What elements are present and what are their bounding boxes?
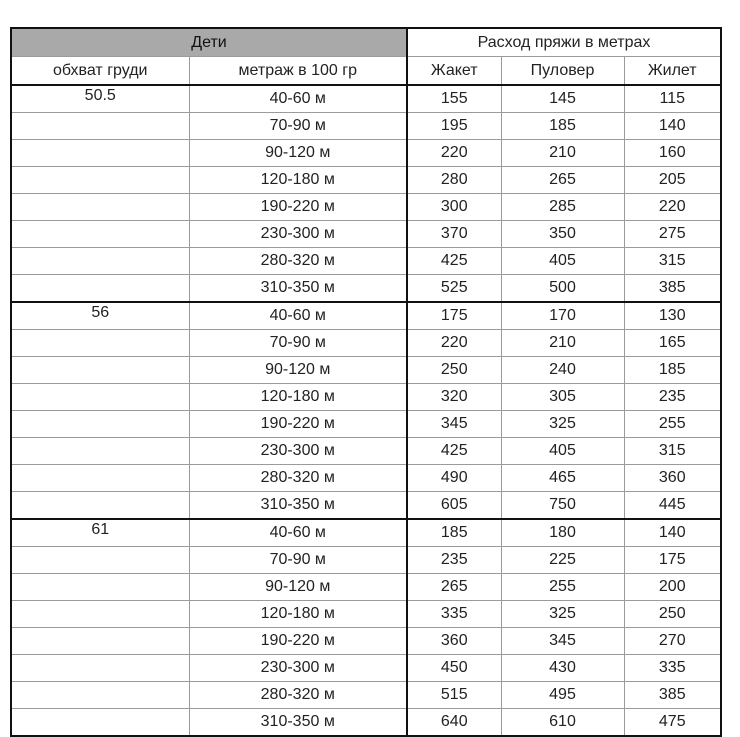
yarn-consumption-table	[10, 27, 722, 737]
jacket-cell: 360	[407, 628, 501, 655]
vest-cell: 140	[624, 113, 721, 140]
jacket-cell: 515	[407, 682, 501, 709]
column-header-vest: Жилет	[624, 57, 721, 86]
chest-size-empty-cell	[11, 221, 189, 248]
table-row	[11, 248, 721, 275]
jacket-cell: 155	[407, 85, 501, 113]
pullover-cell: 345	[501, 628, 624, 655]
jacket-cell: 320	[407, 384, 501, 411]
table-row	[11, 438, 721, 465]
vest-cell: 220	[624, 194, 721, 221]
chest-size-empty-cell	[11, 384, 189, 411]
jacket-cell: 370	[407, 221, 501, 248]
chest-size-empty-cell	[11, 628, 189, 655]
header-row-group	[11, 28, 721, 57]
meterage-cell: 90-120 м	[189, 357, 407, 384]
chest-size-empty-cell	[11, 601, 189, 628]
pullover-cell: 145	[501, 85, 624, 113]
chest-size-empty-cell	[11, 492, 189, 520]
pullover-cell: 500	[501, 275, 624, 303]
chest-size-empty-cell	[11, 574, 189, 601]
table-row	[11, 465, 721, 492]
pullover-cell: 465	[501, 465, 624, 492]
meterage-cell: 280-320 м	[189, 682, 407, 709]
jacket-cell: 605	[407, 492, 501, 520]
chest-size-empty-cell	[11, 140, 189, 167]
group-header-yarn-consumption: Расход пряжи в метрах	[407, 28, 721, 57]
jacket-cell: 265	[407, 574, 501, 601]
jacket-cell: 345	[407, 411, 501, 438]
jacket-cell: 425	[407, 248, 501, 275]
pullover-cell: 495	[501, 682, 624, 709]
group-header-children: Дети	[11, 28, 407, 57]
meterage-cell: 190-220 м	[189, 411, 407, 438]
vest-cell: 275	[624, 221, 721, 248]
meterage-cell: 70-90 м	[189, 113, 407, 140]
chest-size-empty-cell	[11, 547, 189, 574]
table-row	[11, 601, 721, 628]
meterage-cell: 40-60 м	[189, 85, 407, 113]
table-row	[11, 302, 721, 330]
table-row	[11, 330, 721, 357]
meterage-cell: 40-60 м	[189, 519, 407, 547]
chest-size-empty-cell	[11, 113, 189, 140]
vest-cell: 315	[624, 248, 721, 275]
chest-size-empty-cell	[11, 167, 189, 194]
jacket-cell: 250	[407, 357, 501, 384]
pullover-cell: 325	[501, 601, 624, 628]
meterage-cell: 190-220 м	[189, 194, 407, 221]
meterage-cell: 280-320 м	[189, 465, 407, 492]
vest-cell: 115	[624, 85, 721, 113]
vest-cell: 165	[624, 330, 721, 357]
chest-size-empty-cell	[11, 438, 189, 465]
chest-size-value: 50.5	[84, 87, 116, 104]
pullover-cell: 180	[501, 519, 624, 547]
chest-size-value: 61	[91, 521, 110, 538]
jacket-cell: 220	[407, 330, 501, 357]
pullover-cell: 170	[501, 302, 624, 330]
vest-cell: 185	[624, 357, 721, 384]
chest-size-cell	[11, 85, 189, 113]
pullover-cell: 210	[501, 330, 624, 357]
jacket-cell: 175	[407, 302, 501, 330]
vest-cell: 130	[624, 302, 721, 330]
vest-cell: 315	[624, 438, 721, 465]
table-row	[11, 167, 721, 194]
meterage-cell: 230-300 м	[189, 438, 407, 465]
pullover-cell: 255	[501, 574, 624, 601]
chest-size-empty-cell	[11, 682, 189, 709]
meterage-cell: 310-350 м	[189, 275, 407, 303]
vest-cell: 235	[624, 384, 721, 411]
jacket-cell: 300	[407, 194, 501, 221]
pullover-cell: 325	[501, 411, 624, 438]
table-row	[11, 113, 721, 140]
table-row	[11, 194, 721, 221]
vest-cell: 475	[624, 709, 721, 737]
meterage-cell: 310-350 м	[189, 709, 407, 737]
vest-cell: 270	[624, 628, 721, 655]
column-header-jacket: Жакет	[407, 57, 501, 86]
pullover-cell: 610	[501, 709, 624, 737]
chest-size-empty-cell	[11, 655, 189, 682]
meterage-cell: 280-320 м	[189, 248, 407, 275]
chest-size-empty-cell	[11, 357, 189, 384]
chest-size-empty-cell	[11, 411, 189, 438]
chest-size-empty-cell	[11, 709, 189, 737]
vest-cell: 335	[624, 655, 721, 682]
chest-size-empty-cell	[11, 330, 189, 357]
table-row	[11, 628, 721, 655]
vest-cell: 140	[624, 519, 721, 547]
table-row	[11, 384, 721, 411]
vest-cell: 160	[624, 140, 721, 167]
meterage-cell: 120-180 м	[189, 384, 407, 411]
table-row	[11, 411, 721, 438]
jacket-cell: 235	[407, 547, 501, 574]
column-header-chest: обхват груди	[11, 57, 189, 86]
pullover-cell: 305	[501, 384, 624, 411]
meterage-cell: 230-300 м	[189, 221, 407, 248]
table-row	[11, 140, 721, 167]
meterage-cell: 120-180 м	[189, 167, 407, 194]
pullover-cell: 750	[501, 492, 624, 520]
table-row	[11, 682, 721, 709]
vest-cell: 205	[624, 167, 721, 194]
vest-cell: 385	[624, 275, 721, 303]
pullover-cell: 405	[501, 438, 624, 465]
chest-size-empty-cell	[11, 275, 189, 303]
jacket-cell: 195	[407, 113, 501, 140]
jacket-cell: 220	[407, 140, 501, 167]
meterage-cell: 90-120 м	[189, 140, 407, 167]
vest-cell: 200	[624, 574, 721, 601]
jacket-cell: 450	[407, 655, 501, 682]
table-row	[11, 574, 721, 601]
table-row	[11, 492, 721, 520]
jacket-cell: 490	[407, 465, 501, 492]
chest-size-empty-cell	[11, 248, 189, 275]
header-row-columns	[11, 57, 721, 86]
chest-size-cell	[11, 519, 189, 547]
vest-cell: 360	[624, 465, 721, 492]
column-header-meterage: метраж в 100 гр	[189, 57, 407, 86]
vest-cell: 255	[624, 411, 721, 438]
meterage-cell: 70-90 м	[189, 330, 407, 357]
table-row	[11, 221, 721, 248]
table-row	[11, 709, 721, 737]
pullover-cell: 225	[501, 547, 624, 574]
vest-cell: 250	[624, 601, 721, 628]
vest-cell: 385	[624, 682, 721, 709]
meterage-cell: 40-60 м	[189, 302, 407, 330]
chest-size-empty-cell	[11, 194, 189, 221]
table-row	[11, 655, 721, 682]
column-header-pullover: Пуловер	[501, 57, 624, 86]
meterage-cell: 70-90 м	[189, 547, 407, 574]
table-row	[11, 85, 721, 113]
jacket-cell: 335	[407, 601, 501, 628]
jacket-cell: 280	[407, 167, 501, 194]
pullover-cell: 285	[501, 194, 624, 221]
pullover-cell: 265	[501, 167, 624, 194]
pullover-cell: 430	[501, 655, 624, 682]
meterage-cell: 230-300 м	[189, 655, 407, 682]
jacket-cell: 185	[407, 519, 501, 547]
vest-cell: 445	[624, 492, 721, 520]
pullover-cell: 350	[501, 221, 624, 248]
pullover-cell: 185	[501, 113, 624, 140]
table-row	[11, 357, 721, 384]
table-row	[11, 275, 721, 303]
vest-cell: 175	[624, 547, 721, 574]
chest-size-empty-cell	[11, 465, 189, 492]
pullover-cell: 210	[501, 140, 624, 167]
pullover-cell: 405	[501, 248, 624, 275]
meterage-cell: 190-220 м	[189, 628, 407, 655]
jacket-cell: 525	[407, 275, 501, 303]
table-row	[11, 519, 721, 547]
meterage-cell: 120-180 м	[189, 601, 407, 628]
jacket-cell: 640	[407, 709, 501, 737]
table-row	[11, 547, 721, 574]
chest-size-cell	[11, 302, 189, 330]
meterage-cell: 310-350 м	[189, 492, 407, 520]
meterage-cell: 90-120 м	[189, 574, 407, 601]
jacket-cell: 425	[407, 438, 501, 465]
chest-size-value: 56	[91, 304, 110, 321]
pullover-cell: 240	[501, 357, 624, 384]
